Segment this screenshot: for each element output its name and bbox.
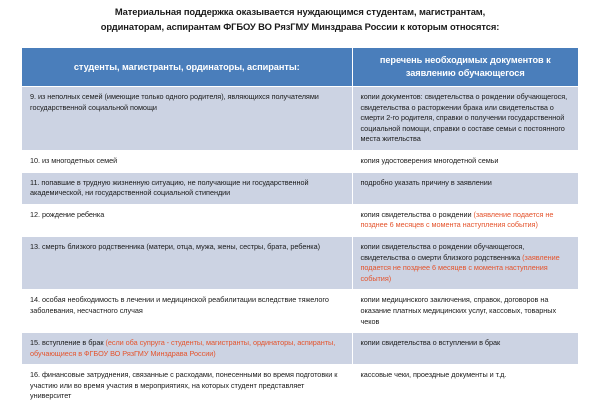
table-header-row: [22, 48, 578, 87]
row-documents-cell: [352, 87, 578, 151]
row-documents-cell: [352, 204, 578, 236]
page-title-line-2: ординаторам, аспирантам ФГБОУ ВО РязГМУ Минздрава России к которым относятся:: [100, 21, 500, 32]
row-documents-text: копия удостоверения многодетной семьи: [360, 155, 499, 165]
table-header: [22, 48, 578, 87]
row-category-text: 15. вступление в брак: [30, 338, 106, 348]
support-table: [22, 47, 578, 408]
column-header-categories: студенты, магистранты, ординаторы, аспиранты:: [22, 48, 352, 87]
row-documents-text: копии свидетельства о рождении обучающегося, свидетельства о смерти близкого родственника: [360, 241, 525, 262]
row-documents-text: подробно указать причину в заявлении: [360, 177, 492, 187]
table-row: [22, 290, 578, 333]
row-documents-note: (заявление подается не позднее 6 месяцев с момента наступления события): [360, 252, 560, 283]
table-row: [22, 333, 578, 365]
row-category-cell: 10. из многодетных семей: [22, 150, 352, 172]
table-row: [22, 172, 578, 204]
row-documents-cell: [352, 290, 578, 333]
row-documents-cell: [352, 150, 578, 172]
row-documents-text: копии медицинского заключения, справок, договоров на оказание платных медицинских услуг, кассовых, товарных чеков: [360, 295, 557, 326]
row-category-cell: 16. финансовые затруднения, связанные с расходами, понесенными во время подготовки к участию или во время участия в мероприятиях, на которых студент представляет университет: [22, 365, 352, 408]
row-category-cell: 13. смерть близкого родственника (матери, отца, мужа, жены, сестры, брата, ребенка): [22, 236, 352, 289]
row-category-cell: 12. рождение ребенка: [22, 204, 352, 236]
table-row: [22, 204, 578, 236]
row-category-cell: [22, 333, 352, 365]
table-row: [22, 150, 578, 172]
row-documents-text: копии свидетельства о вступлении в брак: [360, 338, 501, 348]
row-documents-cell: [352, 172, 578, 204]
row-documents-text: копии документов: свидетельства о рождении обучающегося, свидетельства о расторжении брака или свидетельства о смерти 2-го родителя, справки о получении государственной социальной помощи, справки о составе семьи с постоянного места жительства: [360, 92, 568, 144]
page-title: [0, 0, 600, 34]
row-documents-text: копия свидетельства о рождении: [360, 209, 474, 219]
page-title-line-1: Материальная поддержка оказывается нуждающимся студентам, магистрантам,: [114, 6, 486, 17]
table-row: [22, 365, 578, 408]
table-body: [22, 87, 578, 408]
row-documents-cell: [352, 236, 578, 289]
row-documents-note: (заявление подается не позднее 6 месяцев с момента наступления события): [360, 209, 554, 230]
table-row: [22, 87, 578, 151]
row-documents-cell: [352, 333, 578, 365]
column-header-documents: перечень необходимых документов к заявлению обучающегося: [352, 48, 578, 87]
row-category-cell: 9. из неполных семей (имеющие только одного родителя), являющихся получателями государственной социальной помощи: [22, 87, 352, 151]
row-category-cell: 14. особая необходимость в лечении и медицинской реабилитации вследствие тяжелого заболевания, несчастного случая: [22, 290, 352, 333]
table-row: [22, 236, 578, 289]
row-documents-cell: [352, 365, 578, 408]
support-table-container: [22, 47, 578, 408]
row-category-note: (если оба супруга - студенты, магистранты, ординаторы, аспиранты, обучающиеся в ФГБОУ ВО РязГМУ Минздрава России): [30, 338, 336, 358]
row-documents-text: кассовые чеки, проездные документы и т.д.: [360, 370, 507, 380]
row-category-cell: 11. попавшие в трудную жизненную ситуацию, не получающие ни государственной академической, ни государственной социальной стипендии: [22, 172, 352, 204]
